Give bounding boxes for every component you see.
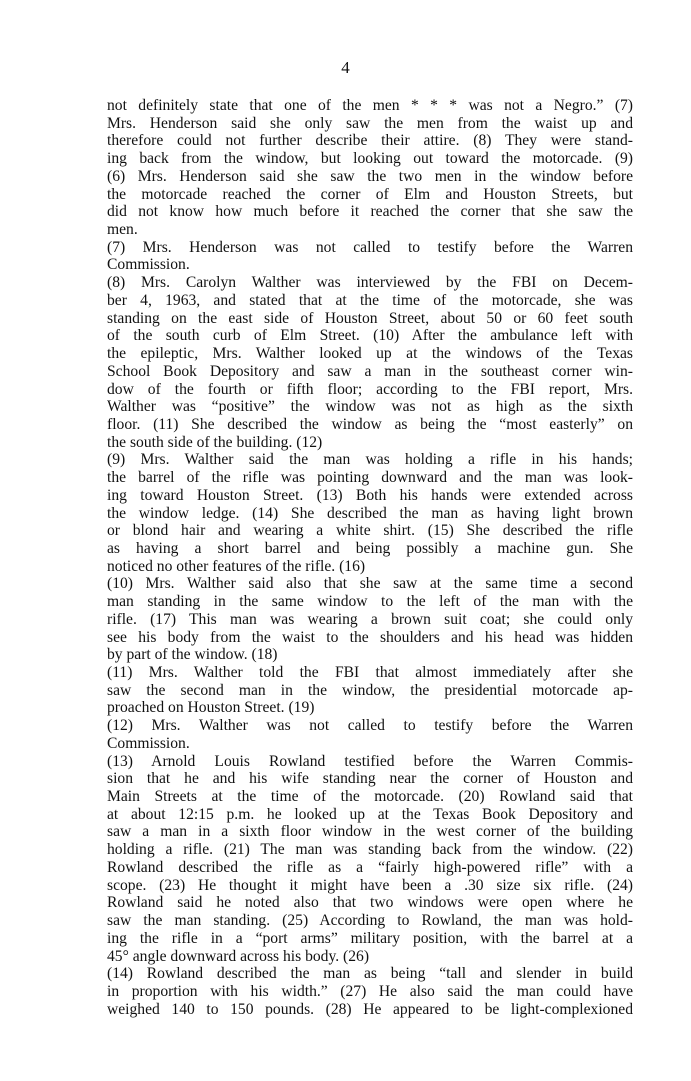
text-line: at about 12:15 p.m. he looked up at the Texas Book Depository and [107, 805, 633, 823]
text-line: ing back from the window, but looking out toward the motorcade. (9) [107, 150, 633, 168]
text-line: School Book Depository and saw a man in the southeast corner win- [107, 362, 633, 380]
text-line: Commission. [107, 734, 190, 752]
text-line: ber 4, 1963, and stated that at the time of the motorcade, she was [107, 291, 633, 309]
text-line: standing on the east side of Houston Street, about 50 or 60 feet south [107, 309, 633, 327]
text-line: not definitely state that one of the men * * * was not a Negro.” (7) [107, 97, 633, 114]
text-line: as having a short barrel and being possibly a machine gun. She [107, 539, 633, 557]
text-line: (12) Mrs. Walther was not called to testify before the Warren [107, 717, 633, 735]
text-line: (7) Mrs. Henderson was not called to testify before the Warren [107, 238, 633, 256]
text-line: Rowland said he noted also that two windows were open where he [107, 894, 633, 912]
text-line: Commission. [107, 256, 190, 274]
text-line: (9) Mrs. Walther said the man was holding a rifle in his hands; [107, 451, 633, 469]
text-line: the motorcade reached the corner of Elm and Houston Streets, but [107, 185, 633, 203]
text-line: ing toward Houston Street. (13) Both his hands were extended across [107, 486, 633, 504]
text-line: (8) Mrs. Carolyn Walther was interviewed by the FBI on Decem- [107, 274, 633, 292]
text-line: (13) Arnold Louis Rowland testified before the Warren Commis- [107, 752, 633, 770]
text-line: ing the rifle in a “port arms” military position, with the barrel at a [107, 929, 633, 947]
text-line: Walther was “positive” the window was not as high as the sixth [107, 398, 633, 416]
text-line: the window ledge. (14) She described the man as having light brown [107, 504, 633, 522]
text-line: in proportion with his width.” (27) He also said the man could have [107, 982, 633, 1000]
text-line: men. [107, 221, 138, 239]
text-line: of the south curb of Elm Street. (10) After the ambulance left with [107, 327, 633, 345]
text-line: man standing in the same window to the left of the man with the [107, 593, 633, 611]
text-line: saw a man in a sixth floor window in the west corner of the building [107, 823, 633, 841]
text-line: Rowland described the rifle as a “fairly high-powered rifle” with a [107, 858, 633, 876]
text-line: (14) Rowland described the man as being “tall and slender in build [107, 965, 633, 983]
text-line: scope. (23) He thought it might have been a .30 size six rifle. (24) [107, 876, 633, 894]
text-line: sion that he and his wife standing near the corner of Houston and [107, 770, 633, 788]
page-number: 4 [341, 58, 350, 77]
text-line: proached on Houston Street. (19) [107, 699, 315, 717]
text-line: (11) Mrs. Walther told the FBI that almost immediately after she [107, 664, 633, 681]
text-line: see his body from the waist to the shoulders and his head was hidden [107, 628, 633, 646]
text-line: or blond hair and wearing a white shirt. (15) She described the rifle [107, 522, 633, 540]
text-line: did not know how much before it reached the corner that she saw the [107, 203, 633, 221]
text-line: the south side of the building. (12) [107, 433, 323, 451]
text-line: saw the man standing. (25) According to Rowland, the man was hold- [107, 912, 633, 930]
text-line: (10) Mrs. Walther said also that she saw at the same time a second [107, 575, 633, 593]
text-line: 45° angle downward across his body. (26) [107, 947, 370, 965]
text-line: by part of the window. (18) [107, 646, 278, 664]
text-line: floor. (11) She described the window as being the “most easterly” on [107, 415, 633, 433]
text-line: weighed 140 to 150 pounds. (28) He appeared to be light-complexioned [107, 1000, 633, 1018]
text-line: the barrel of the rifle was pointing downward and the man was look- [107, 469, 633, 487]
text-line: the epileptic, Mrs. Walther looked up at the windows of the Texas [107, 345, 633, 363]
text-line: noticed no other features of the rifle. (16) [107, 557, 366, 575]
text-line: dow of the fourth or fifth floor; according to the FBI report, Mrs. [107, 380, 633, 398]
text-line: therefore could not further describe their attire. (8) They were stand- [107, 132, 633, 150]
text-line: rifle. (17) This man was wearing a brown suit coat; she could only [107, 610, 633, 628]
text-line: Main Streets at the time of the motorcade. (20) Rowland said that [107, 788, 633, 806]
text-line: saw the second man in the window, the presidential motorcade ap- [107, 681, 633, 699]
text-line: holding a rifle. (21) The man was standing back from the window. (22) [107, 841, 633, 859]
text-line: (6) Mrs. Henderson said she saw the two men in the window before [107, 167, 633, 185]
body-text [107, 97, 633, 1018]
text-line: Mrs. Henderson said she only saw the men from the waist up and [107, 114, 633, 132]
